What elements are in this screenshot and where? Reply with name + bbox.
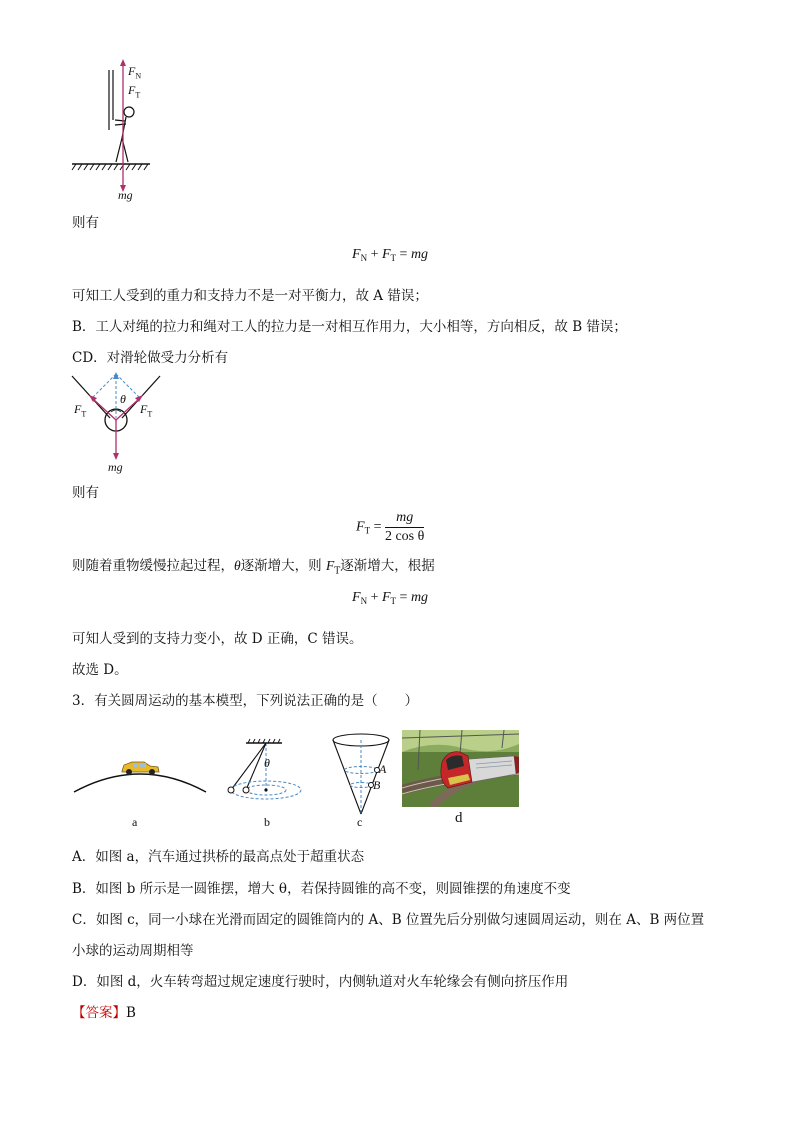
fig2-theta-label: θ	[120, 392, 126, 406]
fig2-mg-label: mg	[108, 460, 123, 474]
fig2-ft-right-label: $F_T$	[140, 402, 153, 419]
equation-2: $F_T$ = $\frac{mg}{\text{2 cos θ}}$	[356, 510, 425, 544]
then-text-1: 则有	[72, 215, 99, 231]
option-a: A．如图 a，汽车通过拱桥的最高点处于超重状态	[72, 849, 365, 865]
conclusion-a: 可知工人受到的重力和支持力不是一对平衡力，故 A 错误；	[72, 288, 428, 304]
analysis-b: B．工人对绳的拉力和绳对工人的拉力是一对相互作用力，大小相等，方向相反，故 B 错误；	[72, 319, 627, 335]
worker-force-diagram	[68, 58, 178, 206]
fig-c-label: c	[357, 815, 363, 829]
answer-label: 【答案】	[72, 1005, 126, 1021]
final-choice: 故选 D。	[72, 662, 128, 678]
option-c-line-2: 小球的运动周期相等	[72, 943, 194, 959]
option-b: B．如图 b 所示是一圆锥摆，增大 θ，若保持圆锥的高不变，则圆锥摆的角速度不变	[72, 881, 571, 897]
answer-value: B	[126, 1005, 136, 1021]
figure-a-arch-bridge	[70, 750, 210, 798]
figure-b-conical-pendulum	[222, 738, 322, 806]
fig-d-label: d	[455, 810, 463, 826]
option-c-line-1: C．如图 c，同一小球在光滑而固定的圆锥筒内的 A、B 位置先后分别做匀速圆周运动，则在 A、B 两位置	[72, 912, 705, 928]
analysis-cd: CD．对滑轮做受力分析有	[72, 350, 229, 366]
answer-line	[72, 1004, 136, 1022]
fig-c-point-b: B	[373, 778, 381, 792]
option-d: D．如图 d，火车转弯超过规定速度行驶时，内侧轨道对火车轮缘会有侧向挤压作用	[72, 974, 569, 990]
fig1-mg-label: mg	[118, 188, 133, 202]
fig-c-point-a: A	[379, 762, 387, 776]
fig1-ft-label: $F_T$	[128, 83, 141, 100]
fig2-ft-left-label: $F_T$	[74, 402, 87, 419]
process-text: 则随着重物缓慢拉起过程，θ逐渐增大，则 $F_T$逐渐增大，根据	[72, 558, 435, 577]
then-text-2: 则有	[72, 485, 99, 501]
conclusion-d: 可知人受到的支持力变小，故 D 正确，C 错误。	[72, 631, 363, 647]
fig-b-label: b	[264, 815, 270, 829]
fig1-fn-label: $F_N$	[128, 64, 142, 81]
fig-b-theta-label: θ	[264, 756, 270, 770]
fig-a-label: a	[132, 815, 138, 829]
equation-3: $F_N + F_T$ = mg	[352, 590, 429, 606]
equation-1: $F_N + F_T$ = mg	[352, 247, 429, 263]
figure-d-train-photo	[402, 730, 519, 807]
question-3-stem: 3．有关圆周运动的基本模型，下列说法正确的是（ ）	[72, 693, 419, 709]
